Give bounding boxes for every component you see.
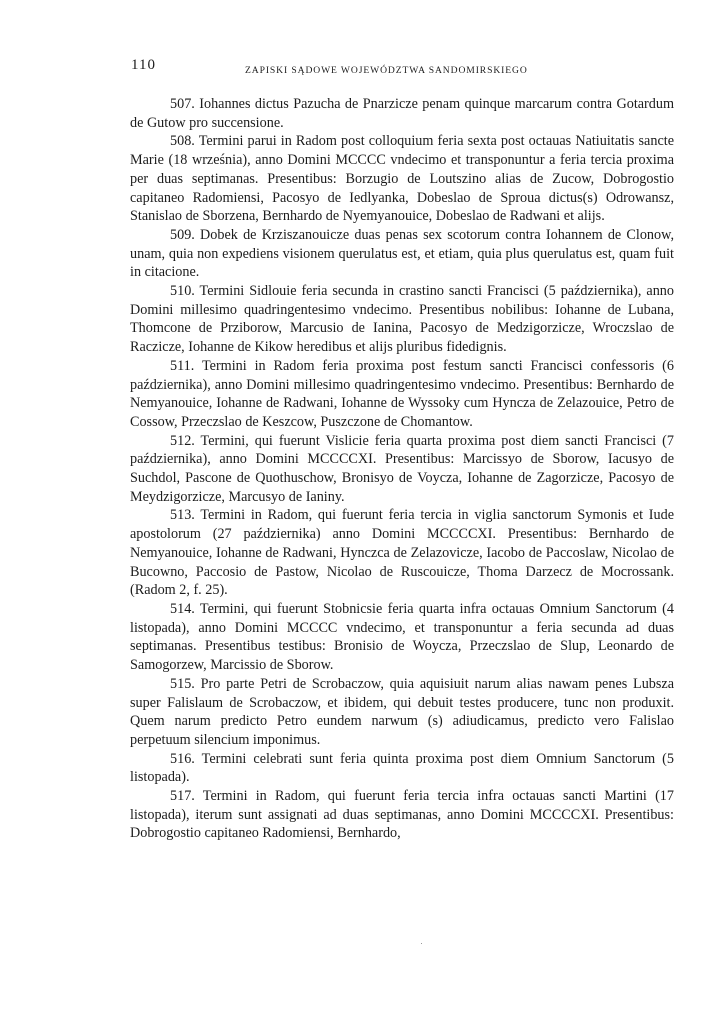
entry-text: Pro parte Petri de Scrobaczow, quia aquisiuit narum alias nawam penes Lubsza super Falislaum de Scrobaczow, et ibidem, qui debuit testes producere, tunc non produxit. Quem narum predicto Petro eundem narwum (s) adiudicamus, predicto vero Falislao perpetuum silencium imponimus. bbox=[130, 675, 674, 748]
entry-number: 510. bbox=[170, 283, 195, 300]
entry-512 bbox=[130, 432, 674, 507]
entry-511 bbox=[130, 357, 674, 432]
entry-514 bbox=[130, 600, 674, 675]
entry-text: Termini in Radom feria proxima post festum sancti Francisci confessoris (6 października), anno Domini millesimo quadringentesimo vndecimo. Presentibus: Bernhardo de Nemyanouice, Iohanne de Radwani, Iohanne de Wyssoky cum Hyncza de Zelazouice, Petro de Cossow, Przeczslao de Keszcow, Puszczone de Chomantow. bbox=[130, 357, 674, 430]
entry-number: 509. bbox=[170, 226, 195, 243]
entry-516 bbox=[130, 750, 674, 787]
entry-509 bbox=[130, 226, 674, 282]
entry-number: 512. bbox=[170, 432, 195, 449]
page-mark bbox=[421, 943, 422, 944]
entry-number: 508. bbox=[170, 133, 195, 150]
entry-number: 507. bbox=[170, 96, 195, 112]
entry-text: Termini celebrati sunt feria quinta proxima post diem Omnium Sanctorum (5 listopada). bbox=[130, 750, 674, 786]
entry-list bbox=[130, 95, 674, 843]
entry-text: Dobek de Krziszanouicze duas penas sex scotorum contra Iohannem de Clonow, unam, quia non expediens visionem querulatus est, et etiam, quia plus querulatus est, quam fuit in citacione. bbox=[130, 226, 674, 281]
entry-508 bbox=[130, 132, 674, 226]
entry-text: Termini, qui fuerunt Stobnicsie feria quarta infra octauas Omnium Sanctorum (4 listopada), anno Domini MCCCC vndecimo, et transponuntur a feria secunda ad duas septimanas. Presentibus testibus: Bronisio de Woycza, Przeczslao de Slup, Leonardo de Samogorzew, Marcissio de Sborow. bbox=[130, 600, 674, 674]
entry-text: Termini in Radom, qui fuerunt feria tercia in viglia sanctorum Symonis et Iude apostolorum (27 października) anno Domini MCCCCXI. Presentibus: Bernhardo de Nemyanouice, Iohanne de Radwani, Hynczca de Zelazovicze, Iacobo de Paccoslaw, Nicolao de Bucowno, Paccosio de Pastow, Nicolao de Ruscouicze, Thoma Darzecz de Mocrossank. (Radom 2, f. 25). bbox=[130, 507, 674, 599]
entry-number: 513. bbox=[170, 507, 195, 524]
entry-text: Termini Sidlouie feria secunda in crastino sancti Francisci (5 października), anno Domini millesimo quadringentesimo vndecimo. Presentibus nobilibus: Iohanne de Lubana, Thomcone de Prziborow, Marcusio de Ianina, Pacosyo de Medzigorzicze, Wroczslao de Raczicze, Iohanne de Kikow heredibus et alijs pluribus fidedignis. bbox=[130, 283, 674, 356]
entry-number: 511. bbox=[170, 357, 195, 374]
entry-number: 515. bbox=[170, 675, 195, 692]
entry-text: Iohannes dictus Pazucha de Pnarzicze penam quinque marcarum contra Gotardum de Gutow pro succensione. bbox=[130, 96, 675, 131]
entry-510 bbox=[130, 282, 674, 357]
running-head: ZAPISKI SĄDOWE WOJEWÓDZTWA SANDOMIRSKIEGO bbox=[245, 65, 528, 76]
entry-number: 516. bbox=[170, 750, 195, 767]
entry-text: Termini, qui fuerunt Vislicie feria quarta proxima post diem sancti Francisci (7 października), anno Domini MCCCCXI. Presentibus: Marcissyo de Sborow, Iacusyo de Suchdol, Pascone de Quothuschow, Bronisyo de Voycza, Iohanne de Zagorzicze, Pacosyo de Meydzigorzicze, Marcusyo de Ianiny. bbox=[130, 432, 674, 505]
entry-text: Termini parui in Radom post colloquium feria sexta post octauas Natiuitatis sancte Marie (18 września), anno Domini MCCCC vndecimo et transponuntur a feria tercia proxima per duas septimanas. Presentibus: Borzugio de Loutszino alias de Zucow, Dobrogostio capitaneo Radomiensi, Pacosyo de Iedlyanka, Dobeslao de Sproua dictus(s) Odrowansz, Stanislao de Sborzena, Bernhardo de Nyemyanouice, Dobeslao de Radwani et alijs. bbox=[130, 133, 674, 225]
entry-number: 514. bbox=[170, 600, 195, 617]
entry-text: Termini in Radom, qui fuerunt feria tercia infra octauas sancti Martini (17 listopada), iterum sunt assignati ad duas septimanas, anno Domini MCCCCXI. Presentibus: Dobrogostio capitaneo Radomiensi, Bernhardo, bbox=[130, 788, 674, 842]
page-number: 110 bbox=[131, 57, 156, 73]
entry-515 bbox=[130, 675, 674, 750]
entry-number: 517. bbox=[170, 788, 195, 805]
entry-517 bbox=[130, 787, 674, 843]
entry-507 bbox=[130, 95, 674, 132]
entry-513 bbox=[130, 506, 674, 600]
